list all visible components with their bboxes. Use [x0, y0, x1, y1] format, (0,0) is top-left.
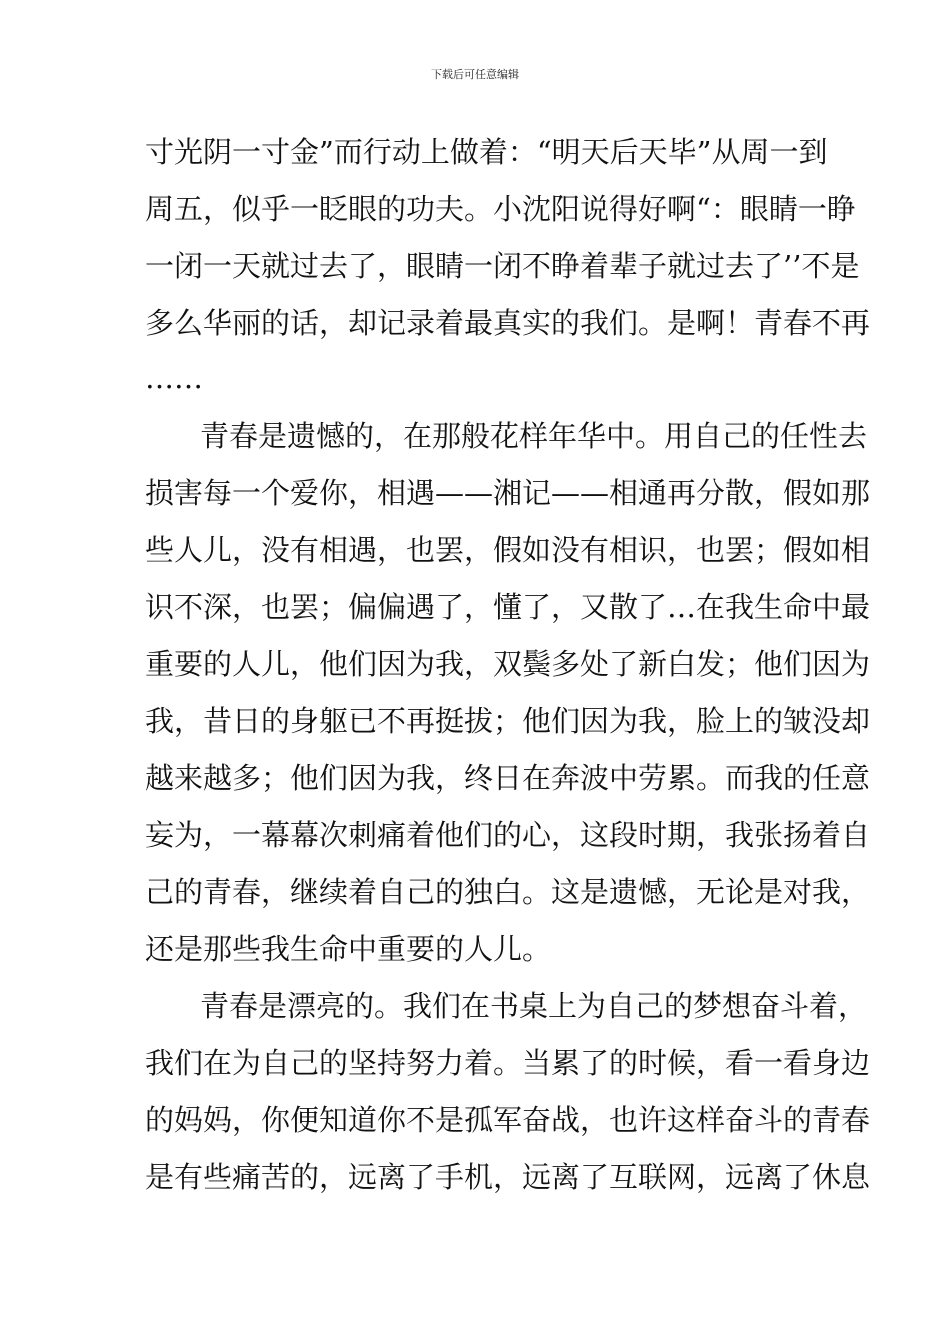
text-line: 是有些痛苦的，远离了手机，远离了互联网，远离了休息	[145, 1160, 871, 1194]
text-line: 越来越多；他们因为我，终日在奔波中劳累。而我的任意	[145, 761, 871, 795]
text-line: 寸光阴一寸金”而行动上做着：“明天后天毕”从周一到	[145, 135, 828, 169]
text-line: 重要的人儿，他们因为我，双鬓多处了新白发；他们因为	[145, 647, 871, 681]
text-line: 还是那些我生命中重要的人儿。	[145, 932, 552, 966]
text-line: 周五，似乎一眨眼的功夫。小沈阳说得好啊“：眼睛一睁	[145, 192, 856, 226]
text-line: 的妈妈，你便知道你不是孤军奋战，也许这样奋斗的青春	[145, 1103, 871, 1137]
page-header: 下载后可任意编辑	[431, 68, 519, 81]
text-line: 一闭一天就过去了，眼睛一闭不睁着辈子就过去了’’不是	[145, 249, 860, 283]
paragraph-first-line: 青春是漂亮的。我们在书桌上为自己的梦想奋斗着，	[200, 989, 868, 1023]
text-line: 我，昔日的身躯已不再挺拔；他们因为我，脸上的皱没却	[145, 704, 871, 738]
text-line: 妄为，一幕幕次刺痛着他们的心，这段时期，我张扬着自	[145, 818, 871, 852]
text-line: 识不深，也罢；偏偏遇了，懂了，又散了…在我生命中最	[145, 590, 871, 624]
text-line: ……	[145, 361, 203, 395]
paragraph-first-line: 青春是遗憾的，在那般花样年华中。用自己的任性去	[200, 419, 868, 453]
text-line: 我们在为自己的坚持努力着。当累了的时候，看一看身边	[145, 1046, 871, 1080]
text-line: 多么华丽的话，却记录着最真实的我们。是啊！青春不再	[145, 306, 871, 340]
text-line: 些人儿，没有相遇，也罢，假如没有相识，也罢；假如相	[145, 533, 871, 567]
text-line: 损害每一个爱你，相遇——湘记——相通再分散，假如那	[145, 476, 871, 510]
text-line: 己的青春，继续着自己的独白。这是遗憾，无论是对我，	[145, 875, 871, 909]
